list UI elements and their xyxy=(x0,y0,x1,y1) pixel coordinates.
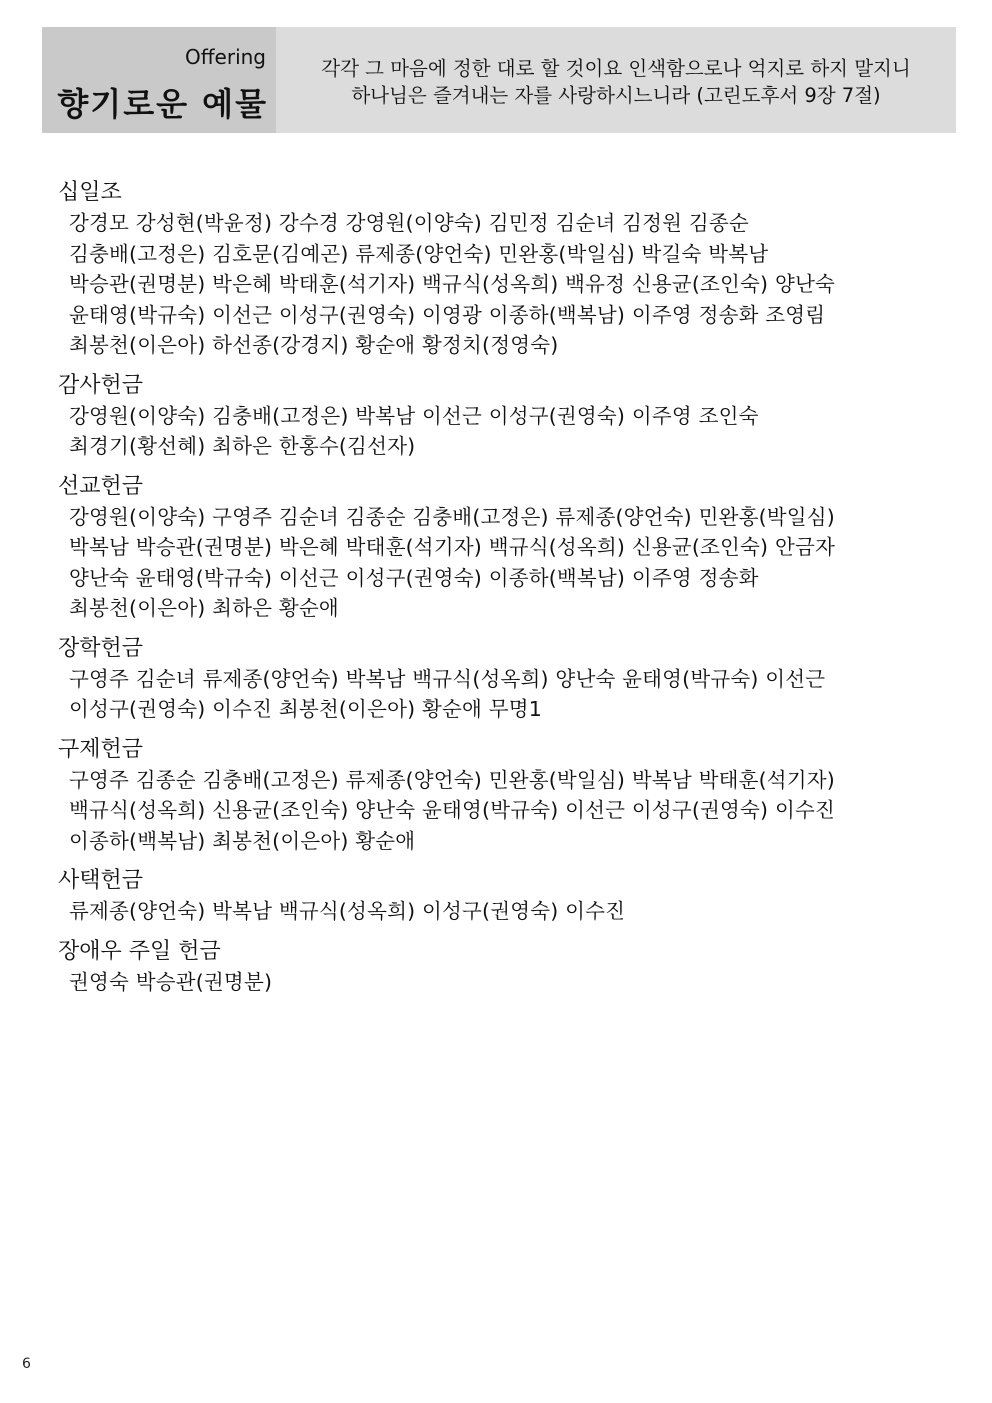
section-title: 감사헌금 xyxy=(58,372,144,398)
section-title: 구제헌금 xyxy=(58,736,144,762)
name-line: 최봉천(이은아) 최하은 황순애 xyxy=(69,596,339,620)
name-line: 강영원(이양숙) 김충배(고정은) 박복남 이선근 이성구(권영숙) 이주영 조인숙 xyxy=(69,403,759,428)
section-thanksgiving xyxy=(58,371,928,462)
verse-line-1: 각각 그 마음에 정한 대로 할 것이요 인색함으로나 억지로 하지 말지니 xyxy=(321,57,911,80)
name-line: 최경기(황선혜) 최하은 한홍수(김선자) xyxy=(69,434,416,458)
header-title-en: Offering xyxy=(185,45,266,69)
name-line: 양난숙 윤태영(박규숙) 이선근 이성구(권영숙) 이종하(백복남) 이주영 정송화 xyxy=(69,565,759,590)
name-line: 윤태영(박규숙) 이선근 이성구(권영숙) 이영광 이종하(백복남) 이주영 정송화 조영림 xyxy=(69,302,826,327)
name-line: 강경모 강성현(박윤정) 강수경 강영원(이양숙) 김민정 김순녀 김정원 김종순 xyxy=(69,211,749,235)
section-tithe xyxy=(58,178,928,361)
verse-line-2: 하나님은 즐겨내는 자를 사랑하시느니라 (고린도후서 9장 7절) xyxy=(351,84,881,107)
offering-list xyxy=(58,178,928,1007)
name-line: 이성구(권영숙) 이수진 최봉천(이은아) 황순애 무명1 xyxy=(69,697,542,721)
header-title-ko: 향기로운 예물 xyxy=(57,85,268,123)
section-scholarship xyxy=(58,634,928,725)
page-number: 6 xyxy=(22,1356,31,1372)
name-line: 백규식(성옥희) 신용균(조인숙) 양난숙 윤태영(박규숙) 이선근 이성구(권영숙) 이수진 xyxy=(69,798,835,822)
section-title: 장애우 주일 헌금 xyxy=(58,938,221,964)
name-line: 강영원(이양숙) 구영주 김순녀 김종순 김충배(고정은) 류제종(양언숙) 민완홍(박일심) xyxy=(69,504,835,529)
name-line: 이종하(백복남) 최봉천(이은아) 황순애 xyxy=(69,828,416,853)
section-mission xyxy=(58,472,928,624)
section-title: 선교헌금 xyxy=(58,473,144,499)
name-line: 구영주 김종순 김충배(고정은) 류제종(양언숙) 민완홍(박일심) 박복남 박태훈(석기자) xyxy=(69,767,835,792)
name-line: 권영숙 박승관(권명분) xyxy=(69,969,273,994)
header-title-box xyxy=(42,27,276,133)
header-verse xyxy=(276,55,956,109)
section-title: 장학헌금 xyxy=(58,635,144,661)
name-line: 박복남 박승관(권명분) 박은혜 박태훈(석기자) 백규식(성옥희) 신용균(조인숙) 안금자 xyxy=(69,535,835,559)
section-title: 사택헌금 xyxy=(58,868,144,893)
section-parsonage xyxy=(58,866,928,927)
section-title: 십일조 xyxy=(58,180,122,205)
section-relief xyxy=(58,735,928,857)
name-line: 최봉천(이은아) 하선종(강경지) 황순애 황정치(정영숙) xyxy=(69,333,559,357)
page-header xyxy=(42,27,956,133)
name-line: 류제종(양언숙) 박복남 백규식(성옥희) 이성구(권영숙) 이수진 xyxy=(69,899,626,923)
name-line: 김충배(고정은) 김호문(김예곤) 류제종(양언숙) 민완홍(박일심) 박길숙 박복남 xyxy=(69,241,769,266)
name-line: 박승관(권명분) 박은혜 박태훈(석기자) 백규식(성옥희) 백유정 신용균(조인숙) 양난숙 xyxy=(69,272,835,296)
name-line: 구영주 김순녀 류제종(양언숙) 박복남 백규식(성옥희) 양난숙 윤태영(박규숙) 이선근 xyxy=(69,666,826,691)
section-disability-sunday xyxy=(58,937,928,998)
